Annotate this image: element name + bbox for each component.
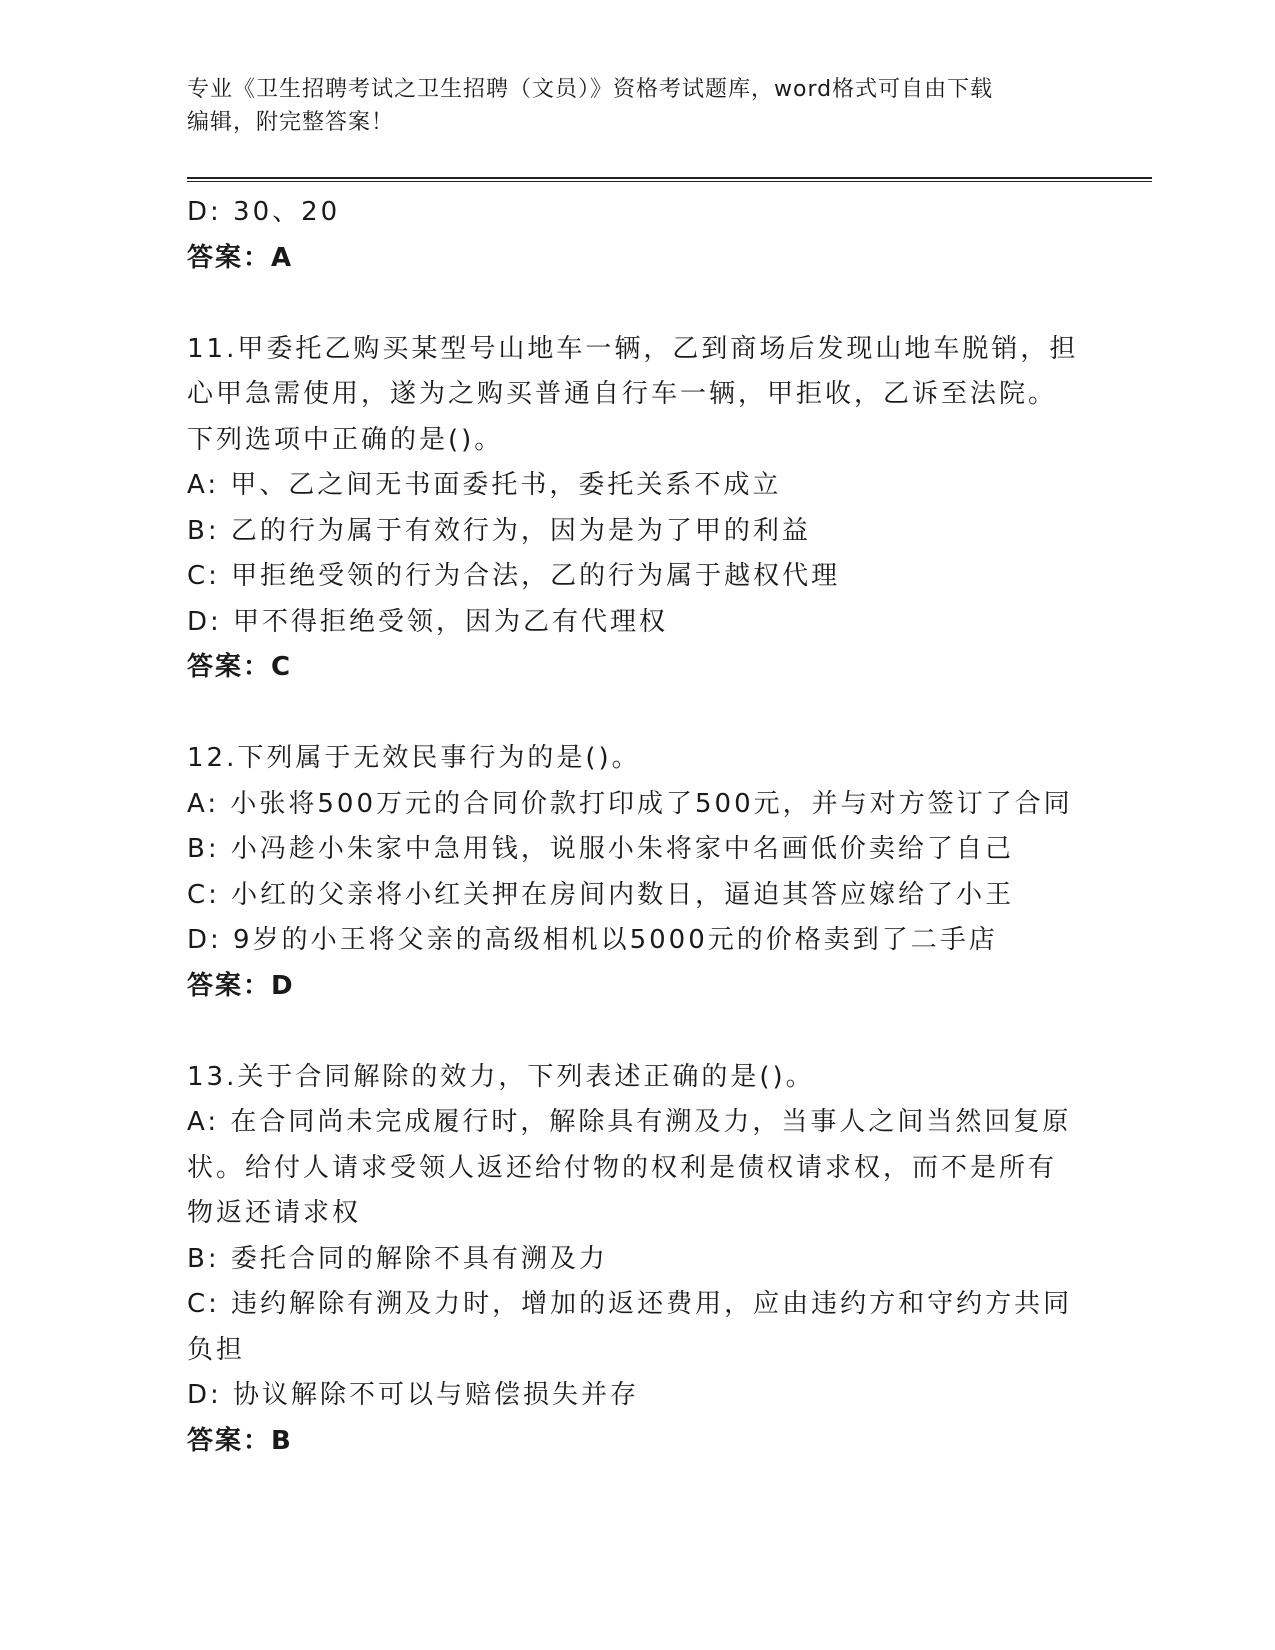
question-stem-line: 11.甲委托乙购买某型号山地车一辆，乙到商场后发现山地车脱销，担 — [187, 333, 1079, 364]
question-stem-line: 12.下列属于无效民事行为的是()。 — [187, 743, 641, 773]
spacer — [187, 691, 1087, 737]
question-stem-line: 13.关于合同解除的效力，下列表述正确的是()。 — [187, 1061, 815, 1092]
option-d: D: 9岁的小王将父亲的高级相机以5000元的价格卖到了二手店 — [187, 925, 998, 955]
question-13 — [187, 1055, 1087, 1465]
option-c: C: 甲拒绝受领的行为合法，乙的行为属于越权代理 — [187, 561, 841, 591]
question-11 — [187, 327, 1087, 691]
option-a: A: 在合同尚未完成履行时，解除具有溯及力，当事人之间当然回复原 — [187, 1107, 1072, 1137]
option-b: B: 乙的行为属于有效行为，因为是为了甲的利益 — [187, 515, 811, 546]
question-12 — [187, 736, 1087, 1009]
option-c: C: 违约解除有溯及力时，增加的返还费用，应由违约方和守约方共同 — [187, 1289, 1073, 1319]
previous-answer: 答案：A — [187, 242, 294, 273]
option-c: C: 小红的父亲将小红关押在房间内数日，逼迫其答应嫁给了小王 — [187, 879, 1015, 910]
spacer — [187, 281, 1087, 327]
answer: 答案：C — [187, 652, 293, 682]
option-a-continued: 物返还请求权 — [187, 1198, 362, 1228]
header-line-1: 专业《卫生招聘考试之卫生招聘（文员）》资格考试题库，word格式可自由下载 — [187, 77, 994, 102]
question-stem-line: 心甲急需使用，遂为之购买普通自行车一辆，甲拒收，乙诉至法院。 — [187, 379, 1058, 409]
header-line-2: 编辑，附完整答案！ — [187, 110, 395, 135]
option-d: D: 甲不得拒绝受领，因为乙有代理权 — [187, 606, 669, 637]
option-c-continued: 负担 — [187, 1334, 246, 1365]
previous-option-d: D: 30、20 — [187, 197, 341, 227]
option-a: A: 小张将500万元的合同价款打印成了500元，并与对方签订了合同 — [187, 788, 1073, 819]
question-content — [187, 190, 1087, 1464]
option-d: D: 协议解除不可以与赔偿损失并存 — [187, 1380, 640, 1410]
option-a: A: 甲、乙之间无书面委托书，委托关系不成立 — [187, 470, 782, 500]
header-divider-thick — [187, 177, 1152, 179]
header-divider-thin — [187, 181, 1152, 182]
answer: 答案：D — [187, 970, 295, 1001]
answer: 答案：B — [187, 1425, 293, 1456]
spacer — [187, 1009, 1087, 1055]
page-header — [187, 73, 1067, 139]
option-b: B: 小冯趁小朱家中急用钱，说服小朱将家中名画低价卖给了自己 — [187, 834, 1014, 864]
option-b: B: 委托合同的解除不具有溯及力 — [187, 1243, 608, 1274]
option-a-continued: 状。给付人请求受领人返还给付物的权利是债权请求权，而不是所有 — [187, 1152, 1058, 1183]
question-stem-line: 下列选项中正确的是()。 — [187, 424, 504, 455]
